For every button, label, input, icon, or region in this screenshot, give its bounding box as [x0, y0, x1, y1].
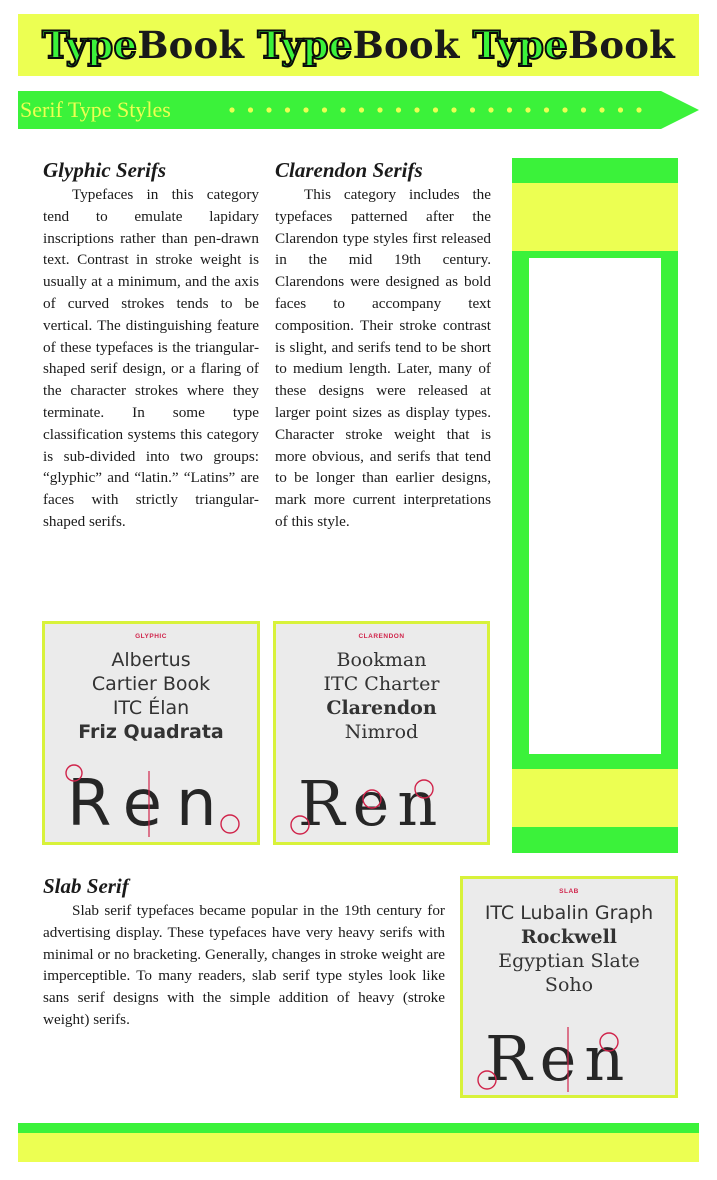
ren-sample-text: Ren: [67, 767, 231, 841]
font-name-bookman: Bookman: [336, 649, 427, 671]
banner-dot: [488, 107, 493, 112]
font-name-egyptian-slate: Egyptian Slate: [498, 950, 640, 972]
font-name-nimrod: Nimrod: [344, 721, 419, 743]
ren-sample-diagram: [276, 759, 487, 842]
banner-dot: [599, 107, 604, 112]
banner-dot: [562, 107, 567, 112]
font-name-rockwell: Rockwell: [520, 926, 618, 948]
specimen-font-list: [45, 624, 257, 762]
specimen-label: CLARENDON: [358, 633, 405, 640]
glyphic-serifs-article: [43, 157, 259, 533]
font-name-cartier-book: Cartier Book: [91, 673, 211, 695]
banner-dot: [285, 107, 290, 112]
ren-sample-box: [463, 1012, 675, 1095]
ren-sample-diagram: [45, 759, 257, 842]
banner-dot: [581, 107, 586, 112]
clarendon-heading: Clarendon Serifs: [275, 158, 423, 182]
banner-dot: [340, 107, 345, 112]
side-panel-yellow-band: [512, 183, 678, 251]
clarendon-specimen-card: [273, 621, 490, 845]
ren-sample-diagram: [463, 1012, 675, 1095]
slab-specimen-card: [460, 876, 678, 1098]
banner-dot: [248, 107, 253, 112]
banner-dot: [470, 107, 475, 112]
masthead-type-word: Type: [257, 23, 353, 67]
slab-heading: Slab Serif: [43, 874, 129, 898]
font-name-friz-quadrata: Friz Quadrata: [78, 721, 224, 743]
banner-dot: [507, 107, 512, 112]
footer-yellow-band: [18, 1133, 699, 1162]
font-name-itc-lubalin-graph: ITC Lubalin Graph: [484, 902, 654, 924]
specimen-label: GLYPHIC: [135, 633, 167, 640]
clarendon-serifs-article: [275, 157, 491, 533]
slab-serif-article: [43, 873, 445, 1031]
banner-dot: [636, 107, 641, 112]
banner-dot: [451, 107, 456, 112]
footer-green-band: [18, 1123, 699, 1133]
masthead-title: [18, 14, 699, 76]
banner-dot: [544, 107, 549, 112]
glyphic-specimen-card: [42, 621, 260, 845]
specimen-font-list: [276, 624, 487, 762]
masthead-type-word: Type: [472, 23, 568, 67]
banner-dot: [396, 107, 401, 112]
section-title: Serif Type Styles: [20, 97, 171, 122]
clarendon-body: This category includes the typefaces patterned after the Clarendon type styles first released in the mid 19th century. Clarendons were designed as bold faces to accompany text composition. Their stroke contrast is slight, and serifs tend to be short to medium length. Later, many of these designs were released at larger point sizes as display types. Character stroke weight that is more obvious, and serifs that tend to be longer than earlier designs, mark more current interpretations of this style.: [275, 186, 491, 530]
masthead-book-word: Book: [352, 23, 460, 67]
glyphic-heading: Glyphic Serifs: [43, 158, 167, 182]
banner-dot: [525, 107, 530, 112]
banner-dot: [414, 107, 419, 112]
masthead-type-word: Type: [42, 23, 138, 67]
banner-dot: [229, 107, 234, 112]
font-name-itc-elan: ITC Élan: [112, 697, 190, 719]
side-panel-white-space: [529, 258, 661, 754]
banner-dot: [377, 107, 382, 112]
font-name-albertus: Albertus: [111, 649, 191, 671]
font-name-itc-charter: ITC Charter: [323, 673, 440, 695]
masthead-book-word: Book: [137, 23, 245, 67]
masthead-book-word: Book: [567, 23, 675, 67]
ren-sample-text: Ren: [298, 767, 446, 840]
banner-dot: [303, 107, 308, 112]
slab-body: Slab serif typefaces became popular in the 19th century for advertising display. These typefaces have very heavy serifs with minimal or no bracketing. Generally, changes in stroke weight are imperceptible. To many readers, slab serif type styles look like sans serif designs with the simple addition of heavy (stroke weight) serifs.: [43, 902, 445, 1028]
ren-sample-box: [45, 759, 257, 842]
ren-sample-box: [276, 759, 487, 842]
banner-dot: [322, 107, 327, 112]
banner-dot: [359, 107, 364, 112]
banner-dot: [618, 107, 623, 112]
ren-sample-text: Ren: [485, 1022, 633, 1095]
glyphic-body: Typefaces in this category tend to emulate lapidary inscriptions rather than pen-drawn text. Contrast in stroke weight is usually at a minimum, and the axis of curved strokes tends to be vertical. The distinguishing feature of these typefaces is the triangular-shaped serif design, or a flaring of the character strokes where they terminate. In some type classification systems this category is sub-divided into two groups: “glyphic” and “latin.” “Latins” are faces with strictly triangular-shaped serifs.: [43, 186, 259, 530]
banner-dot: [433, 107, 438, 112]
font-name-soho: Soho: [544, 974, 594, 996]
font-name-clarendon: Clarendon: [326, 697, 437, 719]
masthead-banner: [18, 14, 699, 76]
specimen-font-list: [463, 879, 675, 1015]
specimen-label: SLAB: [559, 888, 579, 895]
side-panel-yellow-band: [512, 769, 678, 827]
banner-dot: [266, 107, 271, 112]
